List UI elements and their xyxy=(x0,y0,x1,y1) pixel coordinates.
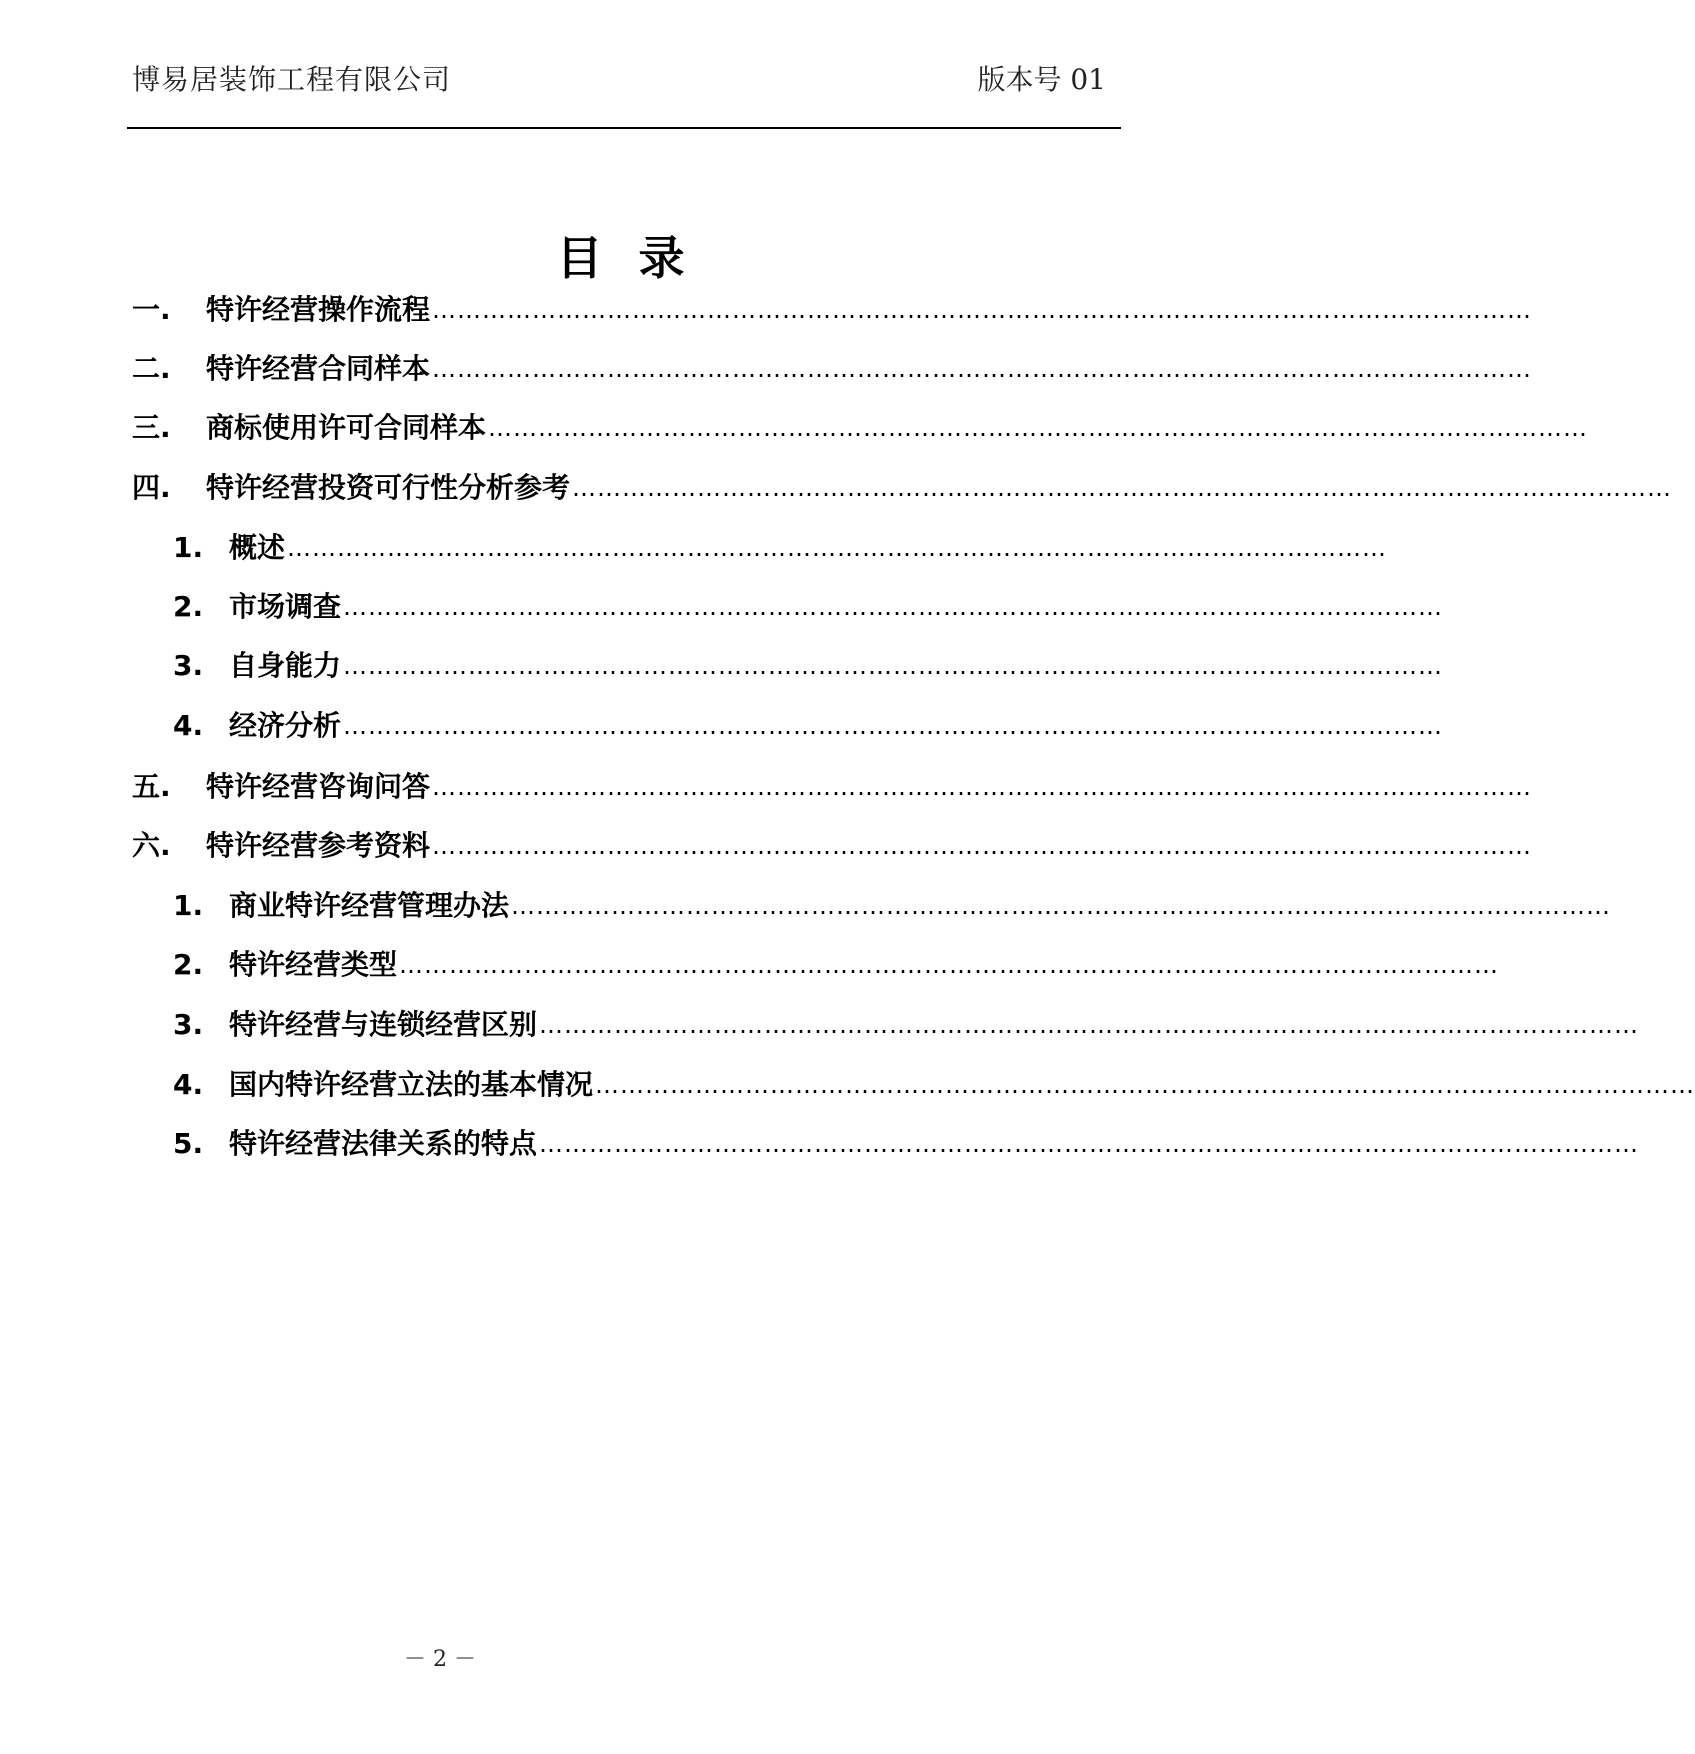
company-name: 博易居装饰工程有限公司 xyxy=(132,63,452,96)
toc-entry-title: 特许经营法律关系的特点 xyxy=(229,1127,538,1160)
toc-entry-number: 1. xyxy=(173,889,204,922)
toc-dot-leader: …………………………………………………………………………………………………………………… xyxy=(343,712,1444,740)
toc-dot-leader: …………………………………………………………………………………………………………………… xyxy=(572,474,1673,502)
toc-entry-number: 1. xyxy=(173,531,204,564)
toc-dot-leader: …………………………………………………………………………………………………………………… xyxy=(432,832,1533,860)
toc-dot-leader: …………………………………………………………………………………………………………………… xyxy=(343,593,1444,621)
toc-entry[interactable] xyxy=(173,886,1612,926)
toc-entry[interactable] xyxy=(132,408,1589,448)
toc-entry-number: 二. xyxy=(132,352,171,385)
toc-dot-leader: …………………………………………………………………………………………………………………… xyxy=(399,951,1500,979)
toc-entry[interactable] xyxy=(173,1124,1640,1164)
toc-entry-number: 五. xyxy=(132,770,171,803)
toc-entry[interactable] xyxy=(132,349,1533,389)
toc-entry[interactable] xyxy=(173,1065,1695,1105)
toc-entry-title: 特许经营投资可行性分析参考 xyxy=(206,471,571,504)
page-header xyxy=(132,58,1120,98)
toc-entry[interactable] xyxy=(132,290,1533,330)
toc-title: 目录 xyxy=(556,231,721,285)
toc-entry[interactable] xyxy=(132,826,1533,866)
toc-entry-title: 市场调查 xyxy=(229,590,342,623)
toc-entry-title: 概述 xyxy=(229,531,286,564)
toc-dot-leader: …………………………………………………………………………………………………………………… xyxy=(539,1011,1640,1039)
toc-entry-title: 经济分析 xyxy=(229,709,342,742)
toc-dot-leader: …………………………………………………………………………………………………………………… xyxy=(432,296,1533,324)
toc-entry[interactable] xyxy=(173,1005,1640,1045)
toc-dot-leader: …………………………………………………………………………………………………………………… xyxy=(539,1130,1640,1158)
toc-entry-title: 特许经营操作流程 xyxy=(206,293,431,326)
toc-entry-title: 特许经营与连锁经营区别 xyxy=(229,1008,538,1041)
toc-entry-number: 4. xyxy=(173,709,204,742)
toc-dot-leader: …………………………………………………………………………………………………………………… xyxy=(511,892,1612,920)
toc-entry-title: 自身能力 xyxy=(229,649,342,682)
header-divider xyxy=(127,127,1121,129)
toc-entry-title: 特许经营咨询问答 xyxy=(206,770,431,803)
toc-entry-number: 一. xyxy=(132,293,171,326)
toc-entry-number: 5. xyxy=(173,1127,204,1160)
toc-dot-leader: …………………………………………………………………………………………………………………… xyxy=(287,534,1388,562)
toc-entry[interactable] xyxy=(173,528,1388,568)
toc-entry[interactable] xyxy=(132,767,1533,807)
toc-entry[interactable] xyxy=(173,706,1444,746)
toc-entry-number: 三. xyxy=(132,411,171,444)
toc-entry[interactable] xyxy=(173,646,1444,686)
toc-entry-title: 国内特许经营立法的基本情况 xyxy=(229,1068,594,1101)
toc-entry-number: 六. xyxy=(132,829,171,862)
page-number: － 2 － xyxy=(404,1647,476,1672)
toc-dot-leader: …………………………………………………………………………………………………………………… xyxy=(488,414,1589,442)
toc-entry-number: 2. xyxy=(173,948,204,981)
toc-entry[interactable] xyxy=(132,468,1673,508)
version-number: 版本号 01 xyxy=(977,63,1106,96)
toc-entry[interactable] xyxy=(173,587,1444,627)
toc-dot-leader: …………………………………………………………………………………………………………………… xyxy=(432,773,1533,801)
toc-dot-leader: …………………………………………………………………………………………………………………… xyxy=(343,652,1444,680)
toc-entry-title: 商标使用许可合同样本 xyxy=(206,411,487,444)
toc-entry-number: 3. xyxy=(173,1008,204,1041)
toc-entry-title: 商业特许经营管理办法 xyxy=(229,889,510,922)
toc-entry-number: 4. xyxy=(173,1068,204,1101)
toc-dot-leader: …………………………………………………………………………………………………………………… xyxy=(595,1071,1695,1099)
toc-entry-number: 2. xyxy=(173,590,204,623)
toc-entry-number: 四. xyxy=(132,471,171,504)
toc-dot-leader: …………………………………………………………………………………………………………………… xyxy=(432,355,1533,383)
toc-entry-title: 特许经营合同样本 xyxy=(206,352,431,385)
toc-entry-title: 特许经营参考资料 xyxy=(206,829,431,862)
toc-entry[interactable] xyxy=(173,945,1500,985)
toc-entry-title: 特许经营类型 xyxy=(229,948,398,981)
toc-entry-number: 3. xyxy=(173,649,204,682)
